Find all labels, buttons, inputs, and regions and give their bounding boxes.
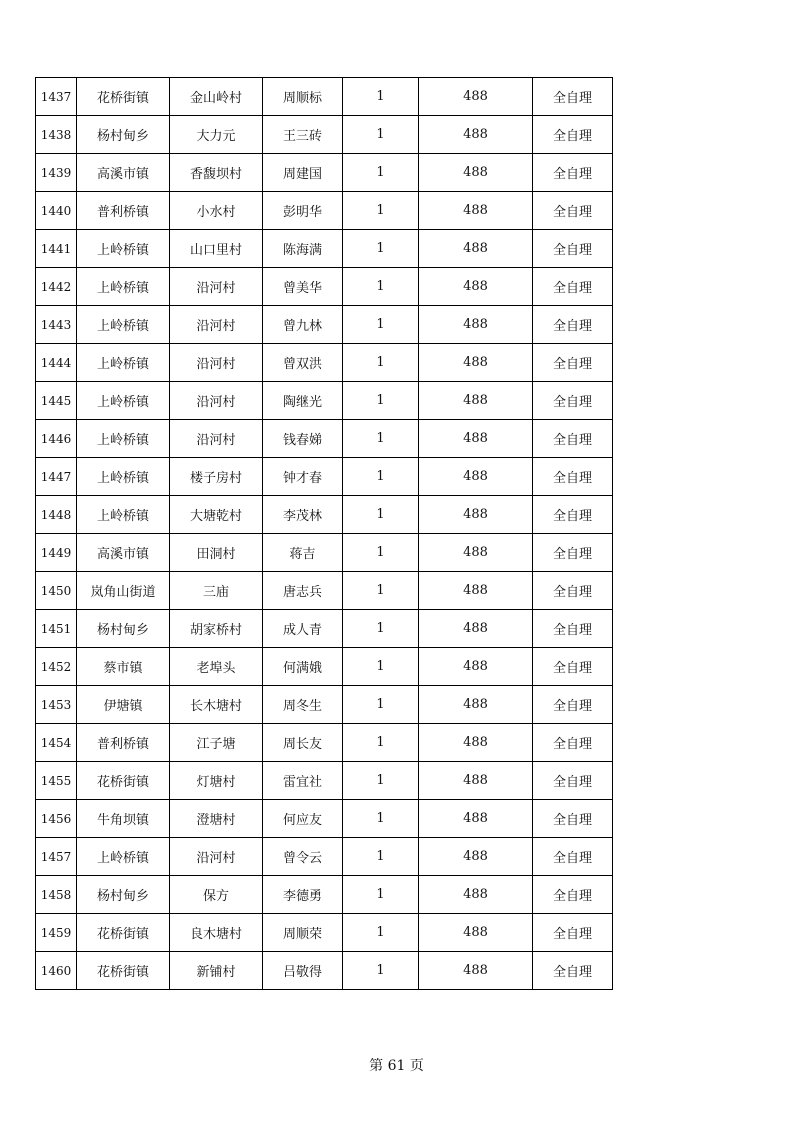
village-cell: 保方 [170,876,263,914]
person-name-cell: 钱春娣 [263,420,343,458]
person-name-cell: 彭明华 [263,192,343,230]
person-name-cell: 唐志兵 [263,572,343,610]
table-row [36,838,613,876]
care-status-cell: 全自理 [533,306,613,344]
care-status-cell: 全自理 [533,686,613,724]
table-row [36,686,613,724]
town-cell: 上岭桥镇 [77,420,170,458]
town-cell: 上岭桥镇 [77,382,170,420]
table-row [36,116,613,154]
person-name-cell: 曾九林 [263,306,343,344]
row-number-cell: 1437 [36,78,77,116]
town-cell: 上岭桥镇 [77,268,170,306]
amount-cell: 488 [419,192,533,230]
person-name-cell: 蒋吉 [263,534,343,572]
care-status-cell: 全自理 [533,762,613,800]
table-row [36,192,613,230]
row-number-cell: 1456 [36,800,77,838]
quantity-cell: 1 [343,838,419,876]
row-number-cell: 1459 [36,914,77,952]
quantity-cell: 1 [343,534,419,572]
table-row [36,154,613,192]
person-name-cell: 周长友 [263,724,343,762]
amount-cell: 488 [419,268,533,306]
village-cell: 老埠头 [170,648,263,686]
row-number-cell: 1441 [36,230,77,268]
village-cell: 香馥坝村 [170,154,263,192]
village-cell: 江子塘 [170,724,263,762]
town-cell: 伊塘镇 [77,686,170,724]
table-row [36,496,613,534]
quantity-cell: 1 [343,496,419,534]
village-cell: 沿河村 [170,344,263,382]
town-cell: 高溪市镇 [77,154,170,192]
town-cell: 上岭桥镇 [77,496,170,534]
amount-cell: 488 [419,420,533,458]
row-number-cell: 1450 [36,572,77,610]
person-name-cell: 曾双洪 [263,344,343,382]
table-row [36,800,613,838]
quantity-cell: 1 [343,230,419,268]
amount-cell: 488 [419,116,533,154]
row-number-cell: 1440 [36,192,77,230]
village-cell: 沿河村 [170,838,263,876]
row-number-cell: 1460 [36,952,77,990]
town-cell: 花桥街镇 [77,952,170,990]
care-status-cell: 全自理 [533,648,613,686]
amount-cell: 488 [419,838,533,876]
village-cell: 灯塘村 [170,762,263,800]
table-row [36,382,613,420]
table-row [36,230,613,268]
village-cell: 沿河村 [170,306,263,344]
person-name-cell: 李茂林 [263,496,343,534]
table-row [36,458,613,496]
care-status-cell: 全自理 [533,838,613,876]
care-status-cell: 全自理 [533,458,613,496]
quantity-cell: 1 [343,192,419,230]
table-row [36,78,613,116]
row-number-cell: 1446 [36,420,77,458]
page-number: 第 61 页 [369,1058,424,1074]
village-cell: 胡家桥村 [170,610,263,648]
town-cell: 杨村甸乡 [77,116,170,154]
quantity-cell: 1 [343,78,419,116]
amount-cell: 488 [419,306,533,344]
town-cell: 花桥街镇 [77,762,170,800]
row-number-cell: 1451 [36,610,77,648]
quantity-cell: 1 [343,382,419,420]
table-row [36,762,613,800]
row-number-cell: 1438 [36,116,77,154]
quantity-cell: 1 [343,610,419,648]
village-cell: 田洞村 [170,534,263,572]
town-cell: 上岭桥镇 [77,344,170,382]
town-cell: 杨村甸乡 [77,876,170,914]
care-status-cell: 全自理 [533,572,613,610]
town-cell: 花桥街镇 [77,78,170,116]
village-cell: 三庙 [170,572,263,610]
care-status-cell: 全自理 [533,78,613,116]
person-name-cell: 周建国 [263,154,343,192]
row-number-cell: 1452 [36,648,77,686]
town-cell: 杨村甸乡 [77,610,170,648]
quantity-cell: 1 [343,876,419,914]
table-row [36,268,613,306]
town-cell: 上岭桥镇 [77,458,170,496]
town-cell: 上岭桥镇 [77,230,170,268]
village-cell: 大力元 [170,116,263,154]
amount-cell: 488 [419,572,533,610]
row-number-cell: 1443 [36,306,77,344]
amount-cell: 488 [419,78,533,116]
table-row [36,572,613,610]
quantity-cell: 1 [343,154,419,192]
row-number-cell: 1454 [36,724,77,762]
care-status-cell: 全自理 [533,534,613,572]
amount-cell: 488 [419,686,533,724]
quantity-cell: 1 [343,306,419,344]
amount-cell: 488 [419,876,533,914]
amount-cell: 488 [419,344,533,382]
table-row [36,610,613,648]
quantity-cell: 1 [343,724,419,762]
care-status-cell: 全自理 [533,420,613,458]
quantity-cell: 1 [343,952,419,990]
care-status-cell: 全自理 [533,268,613,306]
amount-cell: 488 [419,952,533,990]
person-name-cell: 李德勇 [263,876,343,914]
care-status-cell: 全自理 [533,230,613,268]
person-name-cell: 何满娥 [263,648,343,686]
town-cell: 上岭桥镇 [77,838,170,876]
row-number-cell: 1457 [36,838,77,876]
table-row [36,876,613,914]
village-cell: 大塘乾村 [170,496,263,534]
care-status-cell: 全自理 [533,192,613,230]
care-status-cell: 全自理 [533,876,613,914]
care-status-cell: 全自理 [533,496,613,534]
town-cell: 岚角山街道 [77,572,170,610]
table-body [36,78,613,990]
quantity-cell: 1 [343,572,419,610]
village-cell: 小水村 [170,192,263,230]
quantity-cell: 1 [343,686,419,724]
amount-cell: 488 [419,230,533,268]
row-number-cell: 1445 [36,382,77,420]
table-row [36,914,613,952]
amount-cell: 488 [419,382,533,420]
quantity-cell: 1 [343,420,419,458]
person-name-cell: 成人青 [263,610,343,648]
person-name-cell: 钟才春 [263,458,343,496]
records-table [35,77,613,990]
person-name-cell: 陈海满 [263,230,343,268]
amount-cell: 488 [419,610,533,648]
row-number-cell: 1449 [36,534,77,572]
amount-cell: 488 [419,154,533,192]
quantity-cell: 1 [343,762,419,800]
quantity-cell: 1 [343,458,419,496]
person-name-cell: 雷宜社 [263,762,343,800]
care-status-cell: 全自理 [533,610,613,648]
village-cell: 良木塘村 [170,914,263,952]
quantity-cell: 1 [343,914,419,952]
table-row [36,534,613,572]
row-number-cell: 1442 [36,268,77,306]
care-status-cell: 全自理 [533,154,613,192]
person-name-cell: 周冬生 [263,686,343,724]
quantity-cell: 1 [343,648,419,686]
care-status-cell: 全自理 [533,800,613,838]
amount-cell: 488 [419,458,533,496]
village-cell: 沿河村 [170,268,263,306]
row-number-cell: 1458 [36,876,77,914]
town-cell: 高溪市镇 [77,534,170,572]
amount-cell: 488 [419,800,533,838]
person-name-cell: 王三砖 [263,116,343,154]
amount-cell: 488 [419,914,533,952]
village-cell: 沿河村 [170,382,263,420]
town-cell: 牛角坝镇 [77,800,170,838]
person-name-cell: 陶继光 [263,382,343,420]
table-row [36,952,613,990]
quantity-cell: 1 [343,268,419,306]
town-cell: 花桥街镇 [77,914,170,952]
town-cell: 普利桥镇 [77,724,170,762]
person-name-cell: 周顺标 [263,78,343,116]
table-row [36,344,613,382]
row-number-cell: 1447 [36,458,77,496]
care-status-cell: 全自理 [533,724,613,762]
table-row [36,724,613,762]
village-cell: 金山岭村 [170,78,263,116]
table-row [36,306,613,344]
person-name-cell: 曾令云 [263,838,343,876]
village-cell: 沿河村 [170,420,263,458]
care-status-cell: 全自理 [533,344,613,382]
village-cell: 楼子房村 [170,458,263,496]
amount-cell: 488 [419,534,533,572]
village-cell: 长木塘村 [170,686,263,724]
row-number-cell: 1448 [36,496,77,534]
town-cell: 普利桥镇 [77,192,170,230]
care-status-cell: 全自理 [533,914,613,952]
person-name-cell: 何应友 [263,800,343,838]
person-name-cell: 吕敬得 [263,952,343,990]
amount-cell: 488 [419,496,533,534]
care-status-cell: 全自理 [533,116,613,154]
village-cell: 新铺村 [170,952,263,990]
quantity-cell: 1 [343,116,419,154]
row-number-cell: 1453 [36,686,77,724]
town-cell: 蔡市镇 [77,648,170,686]
person-name-cell: 曾美华 [263,268,343,306]
town-cell: 上岭桥镇 [77,306,170,344]
care-status-cell: 全自理 [533,952,613,990]
quantity-cell: 1 [343,344,419,382]
table-row [36,648,613,686]
amount-cell: 488 [419,724,533,762]
care-status-cell: 全自理 [533,382,613,420]
table-row [36,420,613,458]
amount-cell: 488 [419,648,533,686]
person-name-cell: 周顺荣 [263,914,343,952]
amount-cell: 488 [419,762,533,800]
row-number-cell: 1444 [36,344,77,382]
quantity-cell: 1 [343,800,419,838]
village-cell: 澄塘村 [170,800,263,838]
row-number-cell: 1455 [36,762,77,800]
village-cell: 山口里村 [170,230,263,268]
row-number-cell: 1439 [36,154,77,192]
